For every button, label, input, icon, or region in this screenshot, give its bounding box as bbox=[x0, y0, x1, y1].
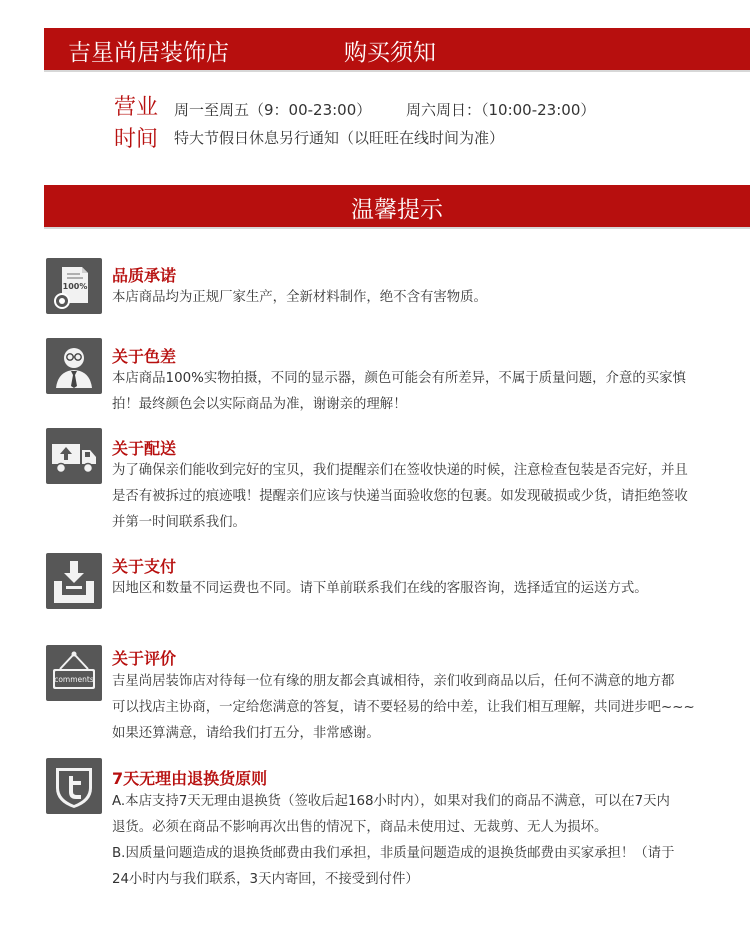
section-title-payment: 关于支付 bbox=[112, 557, 177, 576]
header-divider bbox=[44, 70, 750, 72]
section-line: 24小时内与我们联系，3天内寄回，不接受到付件） bbox=[112, 872, 419, 887]
section-line: A.本店支持7天无理由退换货（签收后起168小时内），如果对我们的商品不满意，可以在7天内 bbox=[112, 794, 670, 809]
section-body-reviews bbox=[112, 669, 748, 747]
section-title-reviews: 关于评价 bbox=[112, 649, 177, 668]
comments-sign-text: comments bbox=[54, 675, 94, 684]
delivery-truck-icon bbox=[46, 428, 102, 484]
person-glasses-icon bbox=[46, 338, 102, 394]
tips-header-divider bbox=[44, 227, 750, 229]
holiday-notice: 特大节假日休息另行通知（以旺旺在线时间为准） bbox=[174, 129, 505, 147]
section-line: 本店商品100%实物拍摄，不同的显示器，颜色可能会有所差异，不属于质量问题，介意的买家慎 bbox=[112, 371, 686, 386]
tips-title: 温馨提示 bbox=[351, 197, 443, 223]
section-body-returns bbox=[112, 789, 748, 893]
section-line: 是否有被拆过的痕迹哦！提醒亲们应该与快递当面验收您的包裹。如发现破损或少货，请拒绝签收 bbox=[112, 489, 688, 504]
section-body-delivery bbox=[112, 458, 748, 536]
tips-header bbox=[44, 185, 750, 227]
section-title-returns: 7天无理由退换货原则 bbox=[112, 769, 268, 788]
section-line: 为了确保亲们能收到完好的宝贝，我们提醒亲们在签收快递的时候，注意检查包装是否完好，并且 bbox=[112, 463, 688, 478]
comments-sign-icon bbox=[46, 645, 102, 701]
section-line: 因地区和数量不同运费也不同。请下单前联系我们在线的客服咨询，选择适宜的运送方式。 bbox=[112, 581, 648, 596]
section-title-delivery: 关于配送 bbox=[112, 439, 177, 458]
section-line: 本店商品均为正规厂家生产，全新材料制作，绝不含有害物质。 bbox=[112, 290, 487, 305]
section-line: B.因质量问题造成的退换货邮费由我们承担，非质量问题造成的退换货邮费由买家承担！（请于 bbox=[112, 846, 675, 861]
section-line: 退货。必须在商品不影响再次出售的情况下，商品未使用过、无裁剪、无人为损坏。 bbox=[112, 820, 608, 835]
purchase-notice-header bbox=[44, 28, 750, 70]
weekend-hours: 周六周日：（10:00-23:00） bbox=[406, 101, 596, 119]
purchase-notice-title: 购买须知 bbox=[344, 40, 436, 66]
download-tray-icon bbox=[46, 553, 102, 609]
shop-name: 吉星尚居装饰店 bbox=[68, 40, 229, 66]
weekday-hours: 周一至周五（9：00-23:00） bbox=[174, 101, 372, 119]
svg-text:100%: 100% bbox=[62, 282, 88, 291]
section-body-payment bbox=[112, 576, 748, 602]
certificate-100-icon bbox=[46, 258, 102, 314]
section-line: 可以找店主协商，一定给您满意的答复，请不要轻易的给中差，让我们相互理解，共同进步吧~~~ bbox=[112, 700, 695, 715]
shield-t-icon bbox=[46, 758, 102, 814]
section-title-quality: 品质承诺 bbox=[112, 266, 177, 285]
hours-label-line1: 营业 bbox=[114, 95, 159, 120]
section-line: 并第一时间联系我们。 bbox=[112, 515, 246, 530]
section-title-color: 关于色差 bbox=[112, 347, 177, 366]
hours-label-line2: 时间 bbox=[114, 127, 159, 152]
section-body-color bbox=[112, 366, 748, 418]
section-body-quality bbox=[112, 285, 748, 311]
section-line: 拍！最终颜色会以实际商品为准，谢谢亲的理解！ bbox=[112, 397, 407, 412]
section-line: 如果还算满意，请给我们打五分，非常感谢。 bbox=[112, 726, 380, 741]
business-hours-label bbox=[114, 92, 164, 156]
section-line: 吉星尚居装饰店对待每一位有缘的朋友都会真诚相待，亲们收到商品以后，任何不满意的地方都 bbox=[112, 674, 675, 689]
